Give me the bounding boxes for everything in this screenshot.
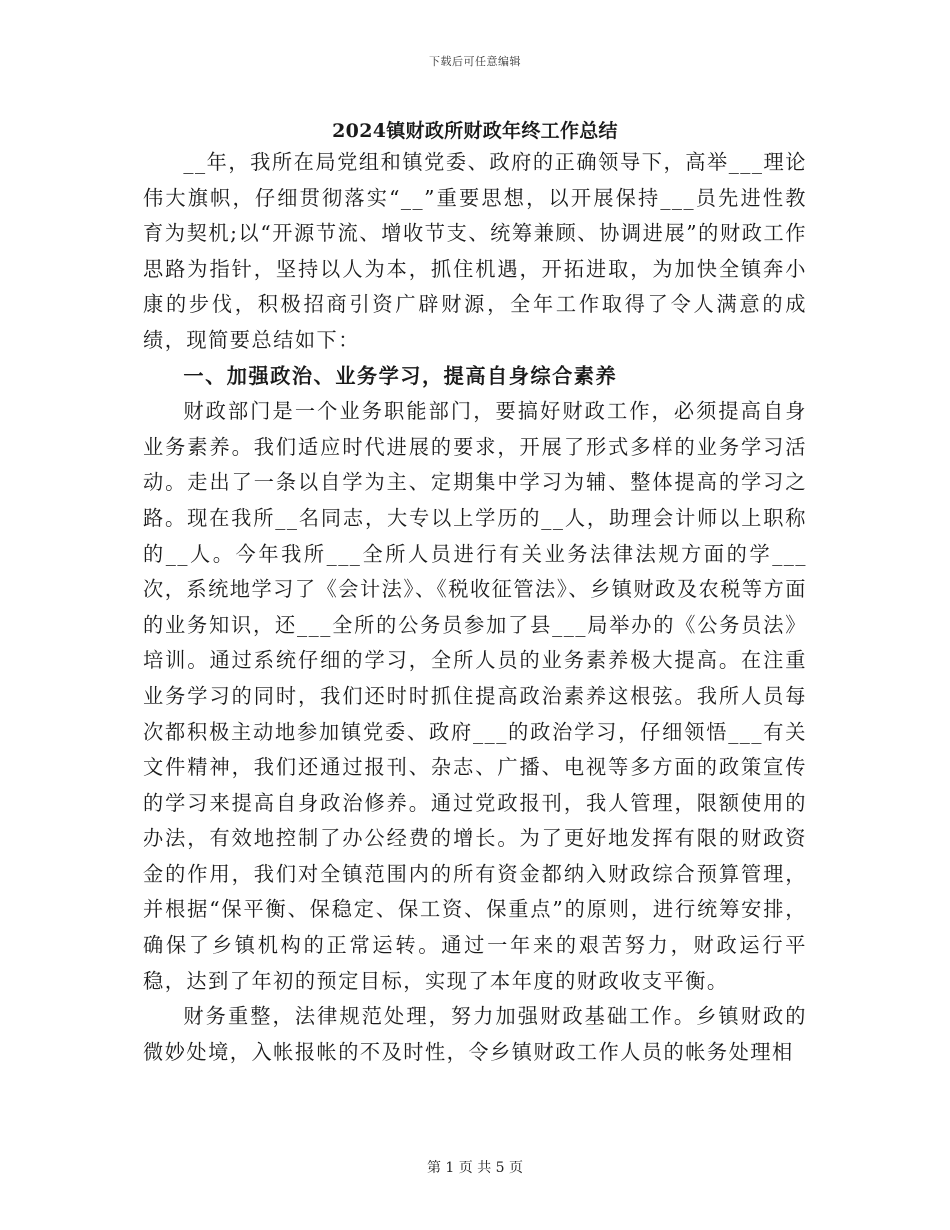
section-heading: 一、加强政治、业务学习，提高自身综合素养 bbox=[183, 363, 618, 388]
body-paragraph: 财务重整，法律规范处理，努力加强财政基础工作。乡镇财政的微妙处境，入帐报帐的不及时性，令乡镇财政工作人员的帐务处理相 bbox=[143, 1004, 807, 1064]
body-paragraph: 财政部门是一个业务职能部门，要搞好财政工作，必须提高自身业务素养。我们适应时代进展的要求，开展了形式多样的业务学习活动。走出了一条以自学为主、定期集中学习为辅、整体提高的学习之路。现在我所__名同志，大专以上学历的__人，助理会计师以上职称的__人。今年我所___全所人员进行有关业务法律法规方面的学___次，系统地学习了《会计法》、《税收征管法》、乡镇财政及农税等方面的业务知识，还___全所的公务员参加了县___局举办的《公务员法》培训。通过系统仔细的学习，全所人员的业务素养极大提高。在注重业务学习的同时，我们还时时抓住提高政治素养这根弦。我所人员每次都积极主动地参加镇党委、政府___的政治学习，仔细领悟___有关文件精神，我们还通过报刊、杂志、广播、电视等多方面的政策宣传的学习来提高自身政治修养。通过党政报刊，我人管理，限额使用的办法，有效地控制了办公经费的增长。为了更好地发挥有限的财政资金的作用，我们对全镇范围内的所有资金都纳入财政综合预算管理，并根据“保平衡、保稳定、保工资、保重点”的原则，进行统筹安排，确保了乡镇机构的正常运转。通过一年来的艰苦努力，财政运行平稳，达到了年初的预定目标，实现了本年度的财政收支平衡。 bbox=[143, 399, 807, 993]
document-title: 2024镇财政所财政年终工作总结 bbox=[332, 120, 618, 142]
intro-paragraph: __年，我所在局党组和镇党委、政府的正确领导下，高举___理论伟大旗帜，仔细贯彻落实“__”重要思想，以开展保持___员先进性教育为契机;以“开源节流、增收节支、统筹兼顾、协调进展”的财政工作思路为指针，坚持以人为本，抓住机遇，开拓进取，为加快全镇奔小康的步伐，积极招商引资广辟财源，全年工作取得了令人满意的成绩，现简要总结如下： bbox=[143, 150, 807, 352]
document-body bbox=[143, 145, 807, 1070]
page-number: 第 1 页 共 5 页 bbox=[426, 1160, 524, 1176]
download-note: 下载后可任意编辑 bbox=[429, 55, 521, 68]
